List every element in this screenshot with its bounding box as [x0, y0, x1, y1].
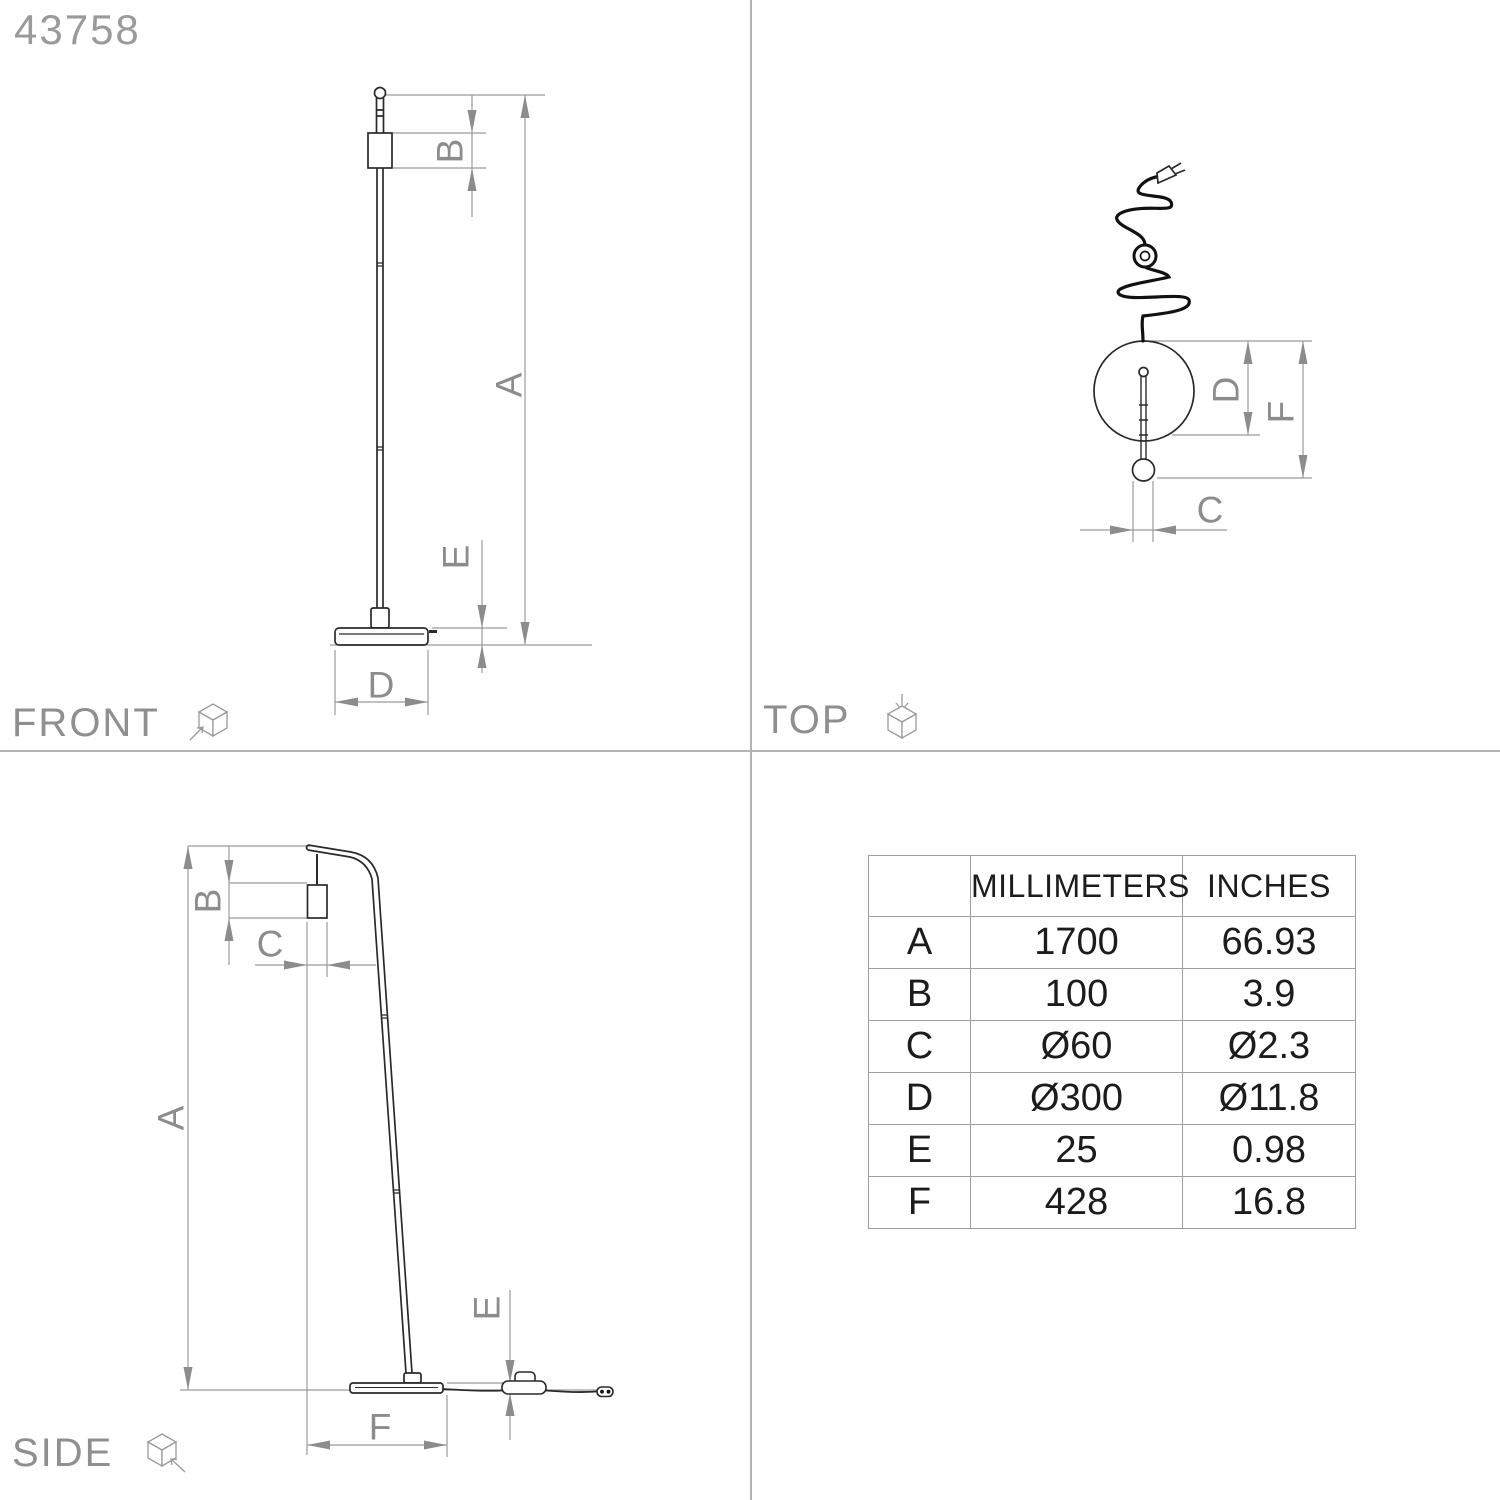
- side-view-drawing: [150, 810, 630, 1470]
- mm-value-cell: 100: [971, 969, 1183, 1021]
- top-view-label: TOP: [763, 697, 851, 742]
- dimensions-table: [868, 855, 1356, 1229]
- col-header-millimeters: MILLIMETERS: [971, 856, 1183, 917]
- arm-and-pole: [308, 845, 412, 1373]
- inch-value-cell: 66.93: [1183, 917, 1356, 969]
- cube-side-icon: [139, 1428, 191, 1478]
- dim-letter-cell: E: [869, 1125, 971, 1177]
- plug-prong-dot: [600, 1390, 604, 1394]
- plug: [1157, 163, 1185, 183]
- switch-base: [502, 1381, 546, 1394]
- base-circle: [1094, 341, 1194, 441]
- pole-mount: [404, 1373, 421, 1383]
- top-view-title: [763, 692, 927, 748]
- table-row-d: [869, 1073, 1356, 1125]
- dim-label-e: E: [435, 544, 477, 570]
- front-lamp-outline: [335, 88, 437, 646]
- top-view-drawing: [1050, 150, 1380, 570]
- jack-stem: [377, 98, 384, 133]
- dim-label-e: E: [466, 1295, 508, 1321]
- base-plate: [335, 628, 428, 645]
- side-cord: [443, 1372, 613, 1397]
- front-dimension-arrows: [335, 95, 530, 707]
- dim-label-f: F: [1260, 400, 1302, 424]
- lamp-head: [308, 885, 328, 918]
- table-row-f: [869, 1177, 1356, 1229]
- front-dimension-lines: [330, 95, 592, 715]
- dim-label-c: C: [256, 923, 284, 965]
- inch-value-cell: Ø2.3: [1183, 1021, 1356, 1073]
- col-header-inches: INCHES: [1183, 856, 1356, 917]
- dim-letter-cell: B: [869, 969, 971, 1021]
- mm-value-cell: 25: [971, 1125, 1183, 1177]
- front-view-drawing: [300, 60, 760, 760]
- dim-letter-cell: A: [869, 917, 971, 969]
- side-dimension-arrows: [184, 846, 515, 1450]
- table-row-a: [869, 917, 1356, 969]
- dim-letter-cell: C: [869, 1021, 971, 1073]
- pole-top-cap: [1139, 368, 1148, 377]
- lamp-head: [368, 133, 392, 168]
- side-view-title: [12, 1428, 191, 1478]
- table-row-c: [869, 1021, 1356, 1073]
- inch-value-cell: 0.98: [1183, 1125, 1356, 1177]
- dim-label-a: A: [488, 372, 530, 398]
- table-row-b: [869, 969, 1356, 1021]
- front-view-label: FRONT: [12, 700, 160, 745]
- dim-label-b: B: [429, 138, 471, 164]
- side-view-label: SIDE: [12, 1430, 114, 1475]
- mm-value-cell: Ø60: [971, 1021, 1183, 1073]
- dim-label-a: A: [150, 1105, 192, 1131]
- mm-value-cell: 1700: [971, 917, 1183, 969]
- table-corner-cell: [869, 856, 971, 917]
- dim-label-b: B: [187, 888, 229, 914]
- product-code: 43758: [14, 6, 141, 53]
- finial-ring: [375, 88, 386, 99]
- dim-letter-cell: D: [869, 1073, 971, 1125]
- inch-value-cell: 3.9: [1183, 969, 1356, 1021]
- inch-value-cell: 16.8: [1183, 1177, 1356, 1229]
- mm-value-cell: 428: [971, 1177, 1183, 1229]
- dim-label-d: D: [1205, 376, 1247, 404]
- top-lamp-outline: [1094, 341, 1194, 481]
- pole-mount: [371, 608, 389, 628]
- table-header-row: [869, 856, 1356, 917]
- mm-value-cell: Ø300: [971, 1073, 1183, 1125]
- lamp-pole: [377, 168, 383, 608]
- cube-front-icon: [186, 698, 236, 748]
- dim-label-c: C: [1196, 489, 1224, 531]
- arm-tip-cap: [307, 845, 309, 850]
- pole-joints: [377, 263, 383, 450]
- inch-value-cell: Ø11.8: [1183, 1073, 1356, 1125]
- head-circle: [1133, 459, 1155, 481]
- table-row-e: [869, 1125, 1356, 1177]
- plug: [597, 1387, 613, 1397]
- cube-top-icon: [877, 692, 927, 748]
- front-view-title: [12, 698, 236, 748]
- plug-prong-dot: [607, 1390, 611, 1394]
- dim-label-f: F: [368, 1406, 392, 1448]
- dim-letter-cell: F: [869, 1177, 971, 1229]
- dim-label-d: D: [367, 664, 395, 706]
- switch-knob: [1134, 245, 1156, 267]
